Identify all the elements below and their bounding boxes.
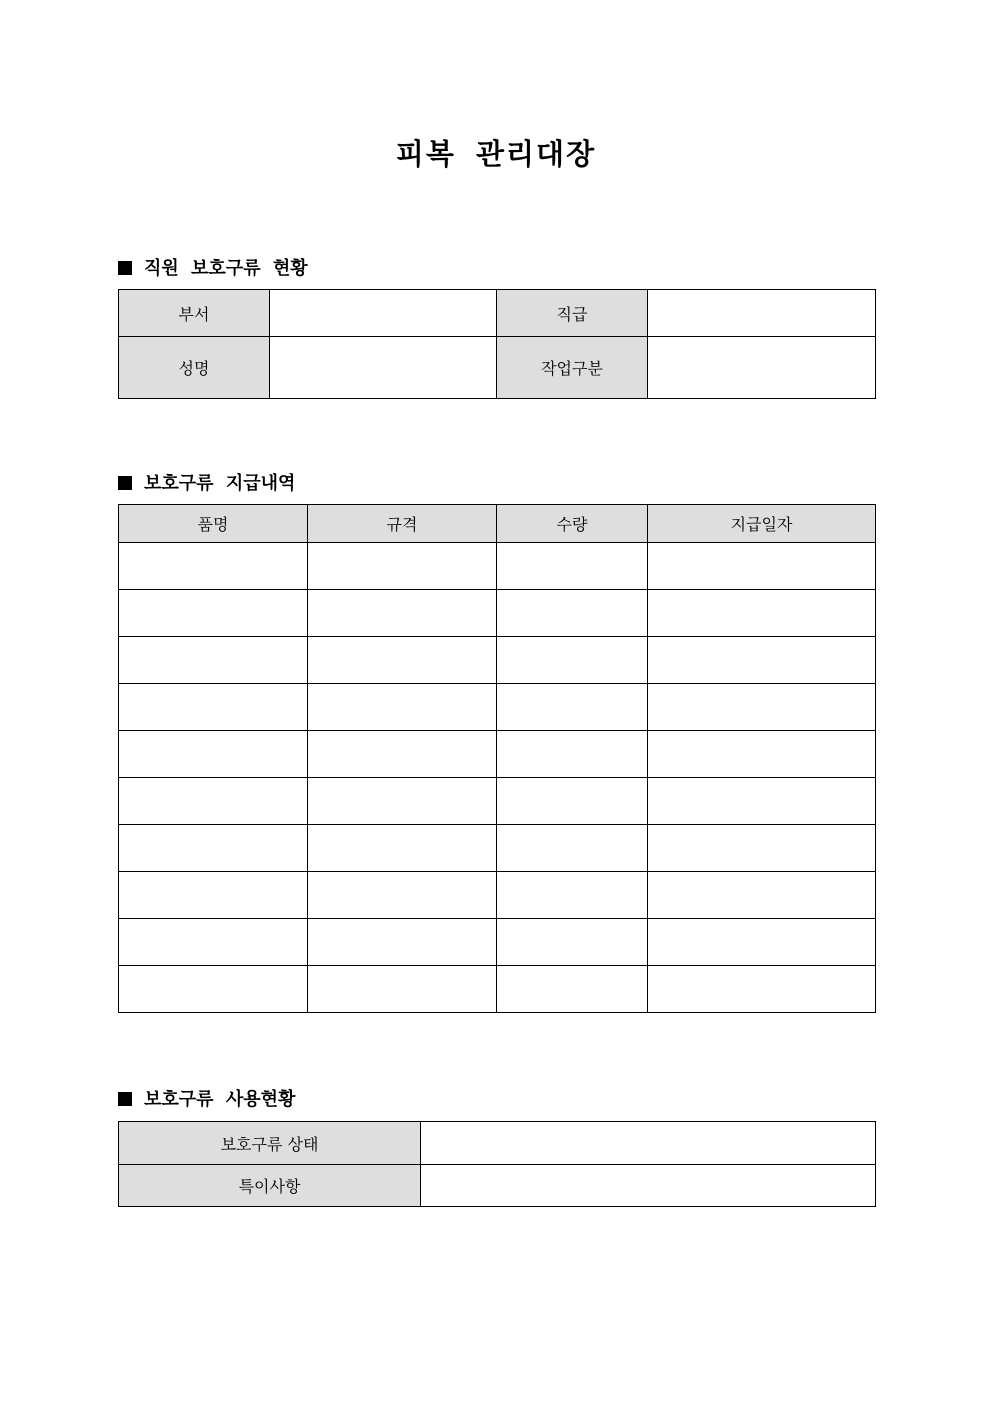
work-type-field[interactable] — [648, 337, 876, 399]
section-heading-issue-history — [118, 469, 295, 495]
table-row — [119, 337, 876, 399]
name-label: 성명 — [119, 337, 270, 399]
spec-cell[interactable] — [308, 637, 497, 684]
issue-date-cell[interactable] — [648, 966, 876, 1013]
issue-date-cell[interactable] — [648, 825, 876, 872]
issue-date-cell[interactable] — [648, 919, 876, 966]
quantity-cell[interactable] — [497, 825, 648, 872]
item-name-cell[interactable] — [119, 825, 308, 872]
position-field[interactable] — [648, 290, 876, 337]
spec-cell[interactable] — [308, 543, 497, 590]
item-name-cell[interactable] — [119, 590, 308, 637]
table-row — [119, 290, 876, 337]
quantity-cell[interactable] — [497, 637, 648, 684]
square-bullet-icon — [118, 1092, 132, 1106]
table-row — [119, 543, 876, 590]
table-row — [119, 1122, 876, 1165]
table-row — [119, 966, 876, 1013]
table-row — [119, 590, 876, 637]
issue-history-table — [118, 504, 876, 1013]
department-field[interactable] — [270, 290, 497, 337]
table-row — [119, 825, 876, 872]
section-heading-label: 보호구류 지급내역 — [144, 473, 296, 494]
item-name-cell[interactable] — [119, 872, 308, 919]
spec-cell[interactable] — [308, 731, 497, 778]
column-header-issue-date: 지급일자 — [648, 505, 876, 543]
column-header-item-name: 품명 — [119, 505, 308, 543]
table-row — [119, 637, 876, 684]
quantity-cell[interactable] — [497, 543, 648, 590]
item-name-cell[interactable] — [119, 778, 308, 825]
quantity-cell[interactable] — [497, 919, 648, 966]
spec-cell[interactable] — [308, 825, 497, 872]
issue-date-cell[interactable] — [648, 543, 876, 590]
page-title: 피복 관리대장 — [395, 137, 597, 171]
issue-date-cell[interactable] — [648, 872, 876, 919]
table-row — [119, 872, 876, 919]
protective-status-label: 보호구류 상태 — [119, 1122, 421, 1165]
work-type-label: 작업구분 — [497, 337, 648, 399]
section-heading-usage-status — [118, 1085, 295, 1111]
quantity-cell[interactable] — [497, 731, 648, 778]
table-row — [119, 684, 876, 731]
spec-cell[interactable] — [308, 590, 497, 637]
issue-date-cell[interactable] — [648, 684, 876, 731]
remarks-label: 특이사항 — [119, 1165, 421, 1207]
table-row — [119, 1165, 876, 1207]
department-label: 부서 — [119, 290, 270, 337]
usage-status-table — [118, 1121, 876, 1207]
spec-cell[interactable] — [308, 872, 497, 919]
issue-date-cell[interactable] — [648, 778, 876, 825]
item-name-cell[interactable] — [119, 731, 308, 778]
quantity-cell[interactable] — [497, 590, 648, 637]
column-header-quantity: 수량 — [497, 505, 648, 543]
item-name-cell[interactable] — [119, 543, 308, 590]
table-row — [119, 731, 876, 778]
item-name-cell[interactable] — [119, 919, 308, 966]
position-label: 직급 — [497, 290, 648, 337]
issue-date-cell[interactable] — [648, 731, 876, 778]
section-heading-label: 보호구류 사용현황 — [144, 1089, 296, 1110]
square-bullet-icon — [118, 261, 132, 275]
spec-cell[interactable] — [308, 966, 497, 1013]
quantity-cell[interactable] — [497, 872, 648, 919]
remarks-field[interactable] — [421, 1165, 876, 1207]
quantity-cell[interactable] — [497, 966, 648, 1013]
section-heading-employee-protective-status — [118, 254, 308, 280]
column-header-spec: 규격 — [308, 505, 497, 543]
spec-cell[interactable] — [308, 778, 497, 825]
spec-cell[interactable] — [308, 919, 497, 966]
item-name-cell[interactable] — [119, 966, 308, 1013]
table-row — [119, 778, 876, 825]
table-row — [119, 919, 876, 966]
quantity-cell[interactable] — [497, 778, 648, 825]
protective-status-field[interactable] — [421, 1122, 876, 1165]
spec-cell[interactable] — [308, 684, 497, 731]
issue-date-cell[interactable] — [648, 637, 876, 684]
name-field[interactable] — [270, 337, 497, 399]
quantity-cell[interactable] — [497, 684, 648, 731]
table-header-row — [119, 505, 876, 543]
item-name-cell[interactable] — [119, 684, 308, 731]
employee-info-table — [118, 289, 876, 399]
issue-date-cell[interactable] — [648, 590, 876, 637]
item-name-cell[interactable] — [119, 637, 308, 684]
section-heading-label: 직원 보호구류 현황 — [144, 258, 308, 279]
square-bullet-icon — [118, 476, 132, 490]
